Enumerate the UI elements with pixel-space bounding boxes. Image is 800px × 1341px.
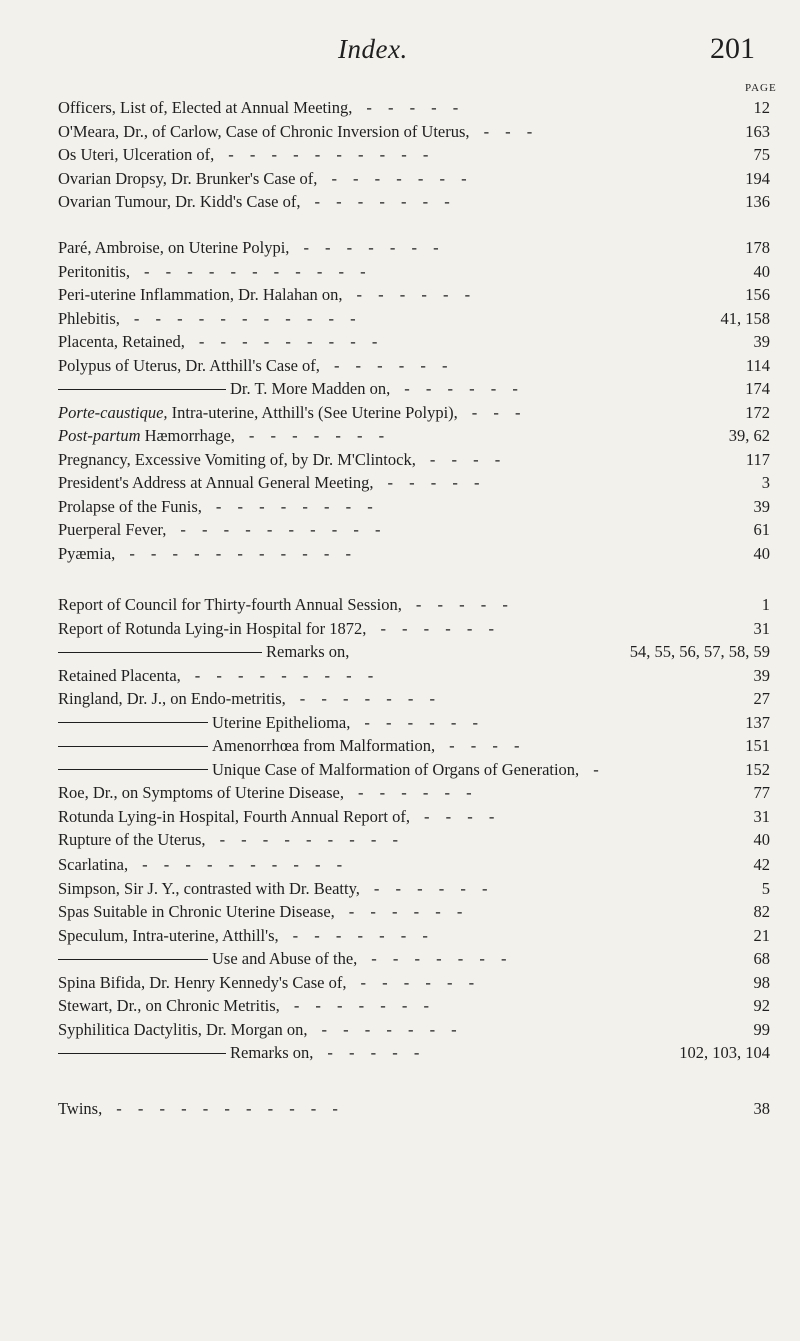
page-ref: 5 [761, 878, 770, 898]
page-ref: 137 [745, 712, 770, 732]
entry-text: Phlebitis, [58, 308, 120, 328]
index-entry [58, 781, 770, 805]
dot-leaders: - - - - - - - - - - [228, 145, 435, 164]
dot-leaders: - [593, 759, 605, 779]
entry-text: Syphilitica Dactylitis, Dr. Morgan on, [58, 1019, 308, 1039]
index-group [58, 1097, 770, 1121]
index-entry [58, 167, 770, 191]
index-group [58, 853, 770, 1065]
entry-text: Pregnancy, Excessive Vomiting of, by Dr. M'Clintock, [58, 449, 416, 469]
index-entry [58, 401, 770, 425]
dot-leaders: - - - - - - [380, 618, 501, 638]
entry-text: Pyæmia, [58, 543, 116, 563]
dot-leaders: - - - - - - [364, 712, 484, 732]
entry-heading [58, 711, 484, 735]
ditto-rule [58, 1053, 226, 1054]
ditto-rule [58, 746, 208, 747]
index-entry [58, 307, 770, 331]
entry-heading [58, 143, 434, 167]
dot-leaders: - - - - [429, 449, 507, 469]
index-entry [58, 971, 770, 995]
entry-heading-italic: Post-partum [58, 426, 141, 445]
dot-leaders: - - - - - - - - - - [180, 520, 387, 539]
ditto-rule [58, 959, 208, 960]
index-entry [58, 994, 770, 1018]
index-entry [58, 377, 770, 401]
entry-heading [58, 167, 473, 191]
page-ref: 39 [753, 332, 770, 351]
entry-heading [58, 260, 372, 284]
dot-leaders: - - - [471, 402, 527, 422]
entry-text: Os Uteri, Ulceration of, [58, 145, 215, 164]
ditto-rule [58, 652, 262, 653]
entry-text: Puerperal Fever, [58, 520, 167, 539]
entry-text: Twins, [58, 1099, 103, 1118]
dot-leaders: - - - - - - - - - - [142, 855, 349, 874]
index-entry [58, 96, 770, 120]
index-entry [58, 120, 770, 144]
dot-leaders: - - - - - - - [299, 689, 441, 708]
dot-leaders: - - - - - - [360, 972, 481, 992]
dot-leaders: - - - - - [415, 595, 514, 614]
index-entry [58, 947, 770, 971]
index-group [58, 593, 770, 852]
index-entry [58, 542, 770, 566]
entry-heading [58, 518, 386, 542]
page-ref: 75 [753, 145, 770, 164]
entry-heading [58, 900, 468, 924]
dot-leaders: - - - - - - [356, 285, 477, 304]
dot-leaders: - - - - - - - - - - - [116, 1099, 344, 1118]
page-ref: 151 [745, 736, 770, 755]
entry-heading [58, 640, 349, 664]
dot-leaders: - - - - - - - [248, 426, 391, 445]
entry-text: Hæmorrhage, [140, 426, 235, 445]
index-entry [58, 664, 770, 688]
page-ref: 40 [753, 543, 770, 563]
entry-text: Remarks on, [230, 1043, 314, 1062]
entry-heading [58, 1041, 425, 1065]
entry-text: Placenta, Retained, [58, 332, 185, 351]
index-entry [58, 593, 770, 617]
page-ref: 98 [753, 972, 770, 992]
page-ref: 42 [753, 855, 770, 874]
page-ref: 31 [753, 806, 770, 826]
dot-leaders: - - - - - - - - - [198, 332, 384, 351]
entry-heading [58, 781, 478, 805]
dot-leaders: - - - - - - - - - [194, 665, 380, 685]
dot-leaders: - - - - - [387, 473, 486, 492]
index-entry [58, 354, 770, 378]
dot-leaders: - - - - - - - - - - - [143, 261, 372, 281]
index-entry [58, 640, 770, 664]
entry-text: Ringland, Dr. J., on Endo-metritis, [58, 689, 286, 708]
index-entry [58, 828, 770, 852]
index-group [58, 96, 770, 214]
entry-heading [58, 401, 527, 425]
dot-leaders: - - - - - - - [331, 168, 473, 188]
page-ref: 77 [753, 783, 770, 802]
index-entry [58, 143, 770, 167]
entry-heading [58, 307, 362, 331]
entry-text: Prolapse of the Funis, [58, 496, 202, 516]
entry-heading [58, 877, 493, 901]
index-entry [58, 758, 770, 782]
dot-leaders: - - - - - - - - - - - [133, 308, 362, 328]
entry-heading [58, 1018, 463, 1042]
entry-text: Paré, Ambroise, on Uterine Polypi, [58, 238, 290, 257]
entry-text: Remarks on, [266, 642, 350, 661]
page-ref: 3 [761, 473, 770, 492]
entry-text: Ovarian Tumour, Dr. Kidd's Case of, [58, 192, 301, 211]
entry-text: Officers, List of, Elected at Annual Meeting, [58, 98, 353, 117]
entry-text: Dr. T. More Madden on, [230, 379, 391, 398]
page-ref: 92 [753, 996, 770, 1015]
page-ref: 27 [753, 689, 770, 708]
entry-heading [58, 924, 434, 948]
index-entry [58, 518, 770, 542]
page-ref: 68 [753, 949, 770, 968]
entry-text: Rupture of the Uterus, [58, 830, 206, 849]
page-ref: 1 [761, 595, 770, 614]
entry-heading [58, 734, 526, 758]
page-ref: 99 [753, 1019, 770, 1039]
dot-leaders: - - - - - - [333, 355, 454, 375]
page-ref: 61 [753, 520, 770, 539]
entry-text: Amenorrhœa from Malformation, [212, 736, 436, 755]
entry-text: O'Meara, Dr., of Carlow, Case of Chronic Inversion of Uterus, [58, 121, 470, 141]
entry-heading [58, 971, 480, 995]
index-entry [58, 330, 770, 354]
page-ref: 39 [753, 496, 770, 516]
entry-text: Unique Case of Malformation of Organs of Generation, [212, 759, 580, 779]
index-entry [58, 236, 770, 260]
page-ref: 172 [745, 402, 770, 422]
index-entry [58, 877, 770, 901]
page-ref: 156 [745, 285, 770, 304]
entry-heading [58, 828, 404, 852]
dot-leaders: - - - - - - - [303, 238, 445, 257]
entry-heading [58, 617, 500, 641]
entry-heading [58, 424, 390, 448]
entry-text: Speculum, Intra-uterine, Atthill's, [58, 925, 279, 945]
index-entry [58, 617, 770, 641]
page-ref: 39, 62 [728, 426, 770, 445]
entry-heading [58, 236, 445, 260]
entry-text: Roe, Dr., on Symptoms of Uterine Disease, [58, 783, 344, 802]
entry-text: Spas Suitable in Chronic Uterine Disease, [58, 902, 335, 921]
dot-leaders: - - - - - - [404, 379, 524, 398]
index-entry [58, 711, 770, 735]
entry-text: Peritonitis, [58, 261, 130, 281]
running-head-title: Index. [338, 34, 408, 64]
page-ref: 152 [745, 759, 770, 779]
dot-leaders: - - - - [449, 736, 526, 755]
entry-heading [58, 758, 605, 782]
page-ref: 41, 158 [720, 308, 770, 328]
entry-heading [58, 542, 357, 566]
page-ref: 194 [745, 168, 770, 188]
entry-heading [58, 471, 485, 495]
index-entry [58, 471, 770, 495]
entry-heading [58, 994, 435, 1018]
dot-leaders: - - - - - - - - - [219, 830, 405, 849]
dot-leaders: - - - - - - - [314, 192, 456, 211]
entry-text: Report of Rotunda Lying-in Hospital for 1872, [58, 618, 367, 638]
page-ref: 40 [753, 830, 770, 849]
index-entry [58, 1018, 770, 1042]
index-entry [58, 495, 770, 519]
dot-leaders: - - - - - [327, 1043, 426, 1062]
page-ref: 82 [753, 902, 770, 921]
index-entry [58, 734, 770, 758]
index-entry [58, 1041, 770, 1065]
page-ref: 117 [745, 449, 770, 469]
page-ref: 54, 55, 56, 57, 58, 59 [629, 642, 770, 661]
entry-text: Report of Council for Thirty-fourth Annual Session, [58, 595, 402, 614]
page-ref: 163 [745, 121, 770, 141]
dot-leaders: - - - - - - - - [215, 496, 379, 516]
page-ref: 102, 103, 104 [679, 1043, 770, 1062]
page-ref: 40 [753, 261, 770, 281]
index-entry [58, 805, 770, 829]
entry-heading [58, 377, 524, 401]
page-column-label: PAGE [745, 82, 777, 94]
entry-text: Use and Abuse of the, [212, 949, 358, 968]
entry-text: President's Address at Annual General Meeting, [58, 473, 374, 492]
dot-leaders: - - - - - [366, 98, 465, 117]
dot-leaders: - - - - - - - - - - - [129, 543, 358, 563]
running-head-page-number: 201 [710, 32, 755, 65]
entry-text: Retained Placenta, [58, 665, 181, 685]
entry-heading [58, 805, 500, 829]
entry-heading [58, 947, 512, 971]
page-ref: 39 [753, 665, 770, 685]
page-ref: 174 [745, 379, 770, 398]
entry-text: Stewart, Dr., on Chronic Metritis, [58, 996, 280, 1015]
index-entry [58, 283, 770, 307]
entry-heading [58, 853, 348, 877]
dot-leaders: - - - - [423, 806, 501, 826]
page-ref: 38 [753, 1099, 770, 1118]
index-entry [58, 900, 770, 924]
index-entry [58, 853, 770, 877]
entry-heading [58, 120, 538, 144]
index-entry [58, 924, 770, 948]
entry-text: Polypus of Uterus, Dr. Atthill's Case of, [58, 355, 320, 375]
dot-leaders: - - - - - - - [371, 949, 513, 968]
ditto-rule [58, 389, 226, 390]
page-ref: 31 [753, 618, 770, 638]
entry-text: Peri-uterine Inflammation, Dr. Halahan on, [58, 285, 343, 304]
entry-heading [58, 448, 506, 472]
dot-leaders: - - - - - - - [321, 1019, 463, 1039]
dot-leaders: - - - - - - - [293, 996, 436, 1015]
entry-text: Uterine Epithelioma, [212, 712, 351, 732]
entry-heading [58, 283, 476, 307]
dot-leaders: - - - - - - - [292, 925, 434, 945]
entry-heading [58, 354, 454, 378]
index-entry [58, 448, 770, 472]
entry-text: Rotunda Lying-in Hospital, Fourth Annual Report of, [58, 806, 410, 826]
entry-heading [58, 190, 456, 214]
dot-leaders: - - - - - - [373, 878, 494, 898]
index-entry [58, 260, 770, 284]
entry-heading [58, 495, 379, 519]
entry-heading [58, 593, 514, 617]
entry-text: Scarlatina, [58, 855, 129, 874]
entry-text: Intra-uterine, Atthill's (See Uterine Polypi), [167, 402, 458, 422]
index-entry [58, 190, 770, 214]
entry-heading-italic: Porte-caustique, [58, 402, 168, 422]
entry-heading [58, 664, 379, 688]
page-ref: 136 [745, 192, 770, 211]
page-ref: 12 [753, 98, 770, 117]
page-ref: 114 [745, 355, 770, 375]
index-entry [58, 687, 770, 711]
entry-text: Simpson, Sir J. Y., contrasted with Dr. Beatty, [58, 878, 360, 898]
dot-leaders: - - - - - - [348, 902, 469, 921]
entry-heading [58, 687, 441, 711]
page-ref: 21 [753, 925, 770, 945]
index-group [58, 236, 770, 565]
entry-heading [58, 96, 464, 120]
index-entry [58, 1097, 770, 1121]
dot-leaders: - - - - - - [357, 783, 478, 802]
entry-heading [58, 330, 383, 354]
dot-leaders: - - - [483, 121, 539, 141]
page-ref: 178 [745, 238, 770, 257]
entry-text: Spina Bifida, Dr. Henry Kennedy's Case of, [58, 972, 347, 992]
index-entry [58, 424, 770, 448]
ditto-rule [58, 769, 208, 770]
entry-heading [58, 1097, 344, 1121]
ditto-rule [58, 722, 208, 723]
entry-text: Ovarian Dropsy, Dr. Brunker's Case of, [58, 168, 318, 188]
